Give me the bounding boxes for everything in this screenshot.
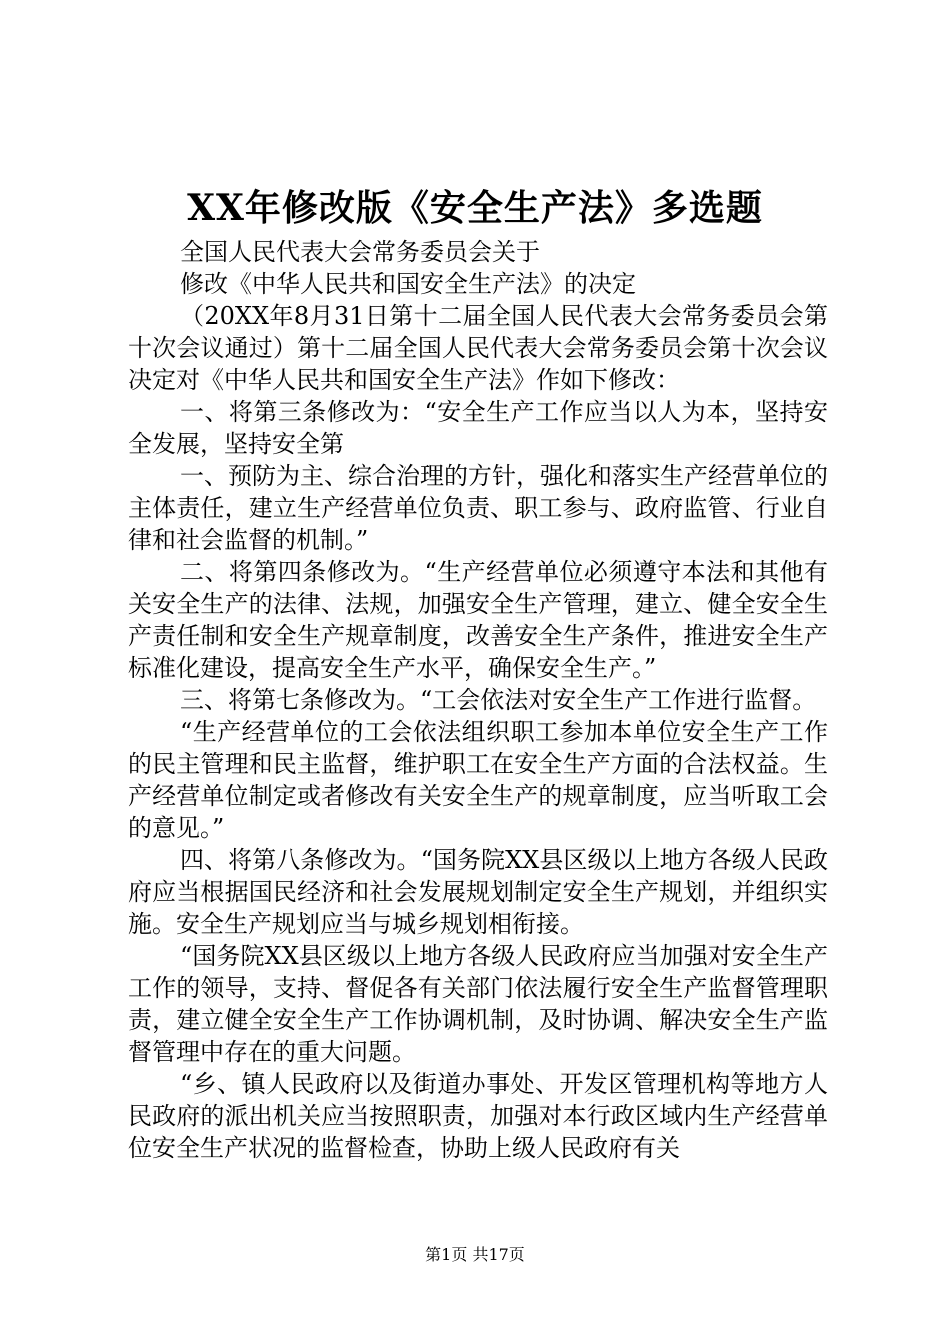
paragraph: “乡、镇人民政府以及街道办事处、开发区管理机构等地方人民政府的派出机关应当按照职责，加强对本行政区域内生产经营单位安全生产状况的监督检查，协助上级人民政府有关: [128, 1070, 828, 1162]
paragraph: 四、将第八条修改为。“国务院XX县区级以上地方各级人民政府应当根据国民经济和社会发展规划制定安全生产规划，并组织实施。安全生产规划应当与城乡规划相衔接。: [128, 846, 828, 938]
paragraph: 一、将第三条修改为：“安全生产工作应当以人为本，坚持安全发展，坚持安全第: [128, 398, 828, 458]
paragraph: “生产经营单位的工会依法组织职工参加本单位安全生产工作的民主管理和民主监督，维护职工在安全生产方面的合法权益。生产经营单位制定或者修改有关安全生产的规章制度，应当听取工会的意见。”: [128, 718, 828, 842]
paragraph: “国务院XX县区级以上地方各级人民政府应当加强对安全生产工作的领导，支持、督促各有关部门依法履行安全生产监督管理职责，建立健全安全生产工作协调机制，及时协调、解决安全生产监督管理中存在的重大问题。: [128, 942, 828, 1066]
document-title: XX年修改版《安全生产法》多选题: [187, 187, 763, 229]
paragraph: 二、将第四条修改为。“生产经营单位必须遵守本法和其他有关安全生产的法律、法规，加强安全生产管理，建立、健全安全生产责任制和安全生产规章制度，改善安全生产条件，推进安全生产标准化建设，提高安全生产水平，确保安全生产。”: [128, 558, 828, 682]
paragraph: 一、预防为主、综合治理的方针，强化和落实生产经营单位的主体责任，建立生产经营单位负责、职工参与、政府监管、行业自律和社会监督的机制。”: [128, 462, 828, 554]
page-number: 第1页 共17页: [425, 1245, 525, 1264]
paragraph: （20XX年8月31日第十二届全国人民代表大会常务委员会第十次会议通过）第十二届全国人民代表大会常务委员会第十次会议决定对《中华人民共和国安全生产法》作如下修改：: [128, 302, 828, 394]
paragraph: 三、将第七条修改为。“工会依法对安全生产工作进行监督。: [180, 686, 817, 714]
paragraph: 修改《中华人民共和国安全生产法》的决定: [180, 270, 636, 298]
document-body: [128, 236, 828, 1164]
paragraph: 全国人民代表大会常务委员会关于: [180, 238, 540, 266]
